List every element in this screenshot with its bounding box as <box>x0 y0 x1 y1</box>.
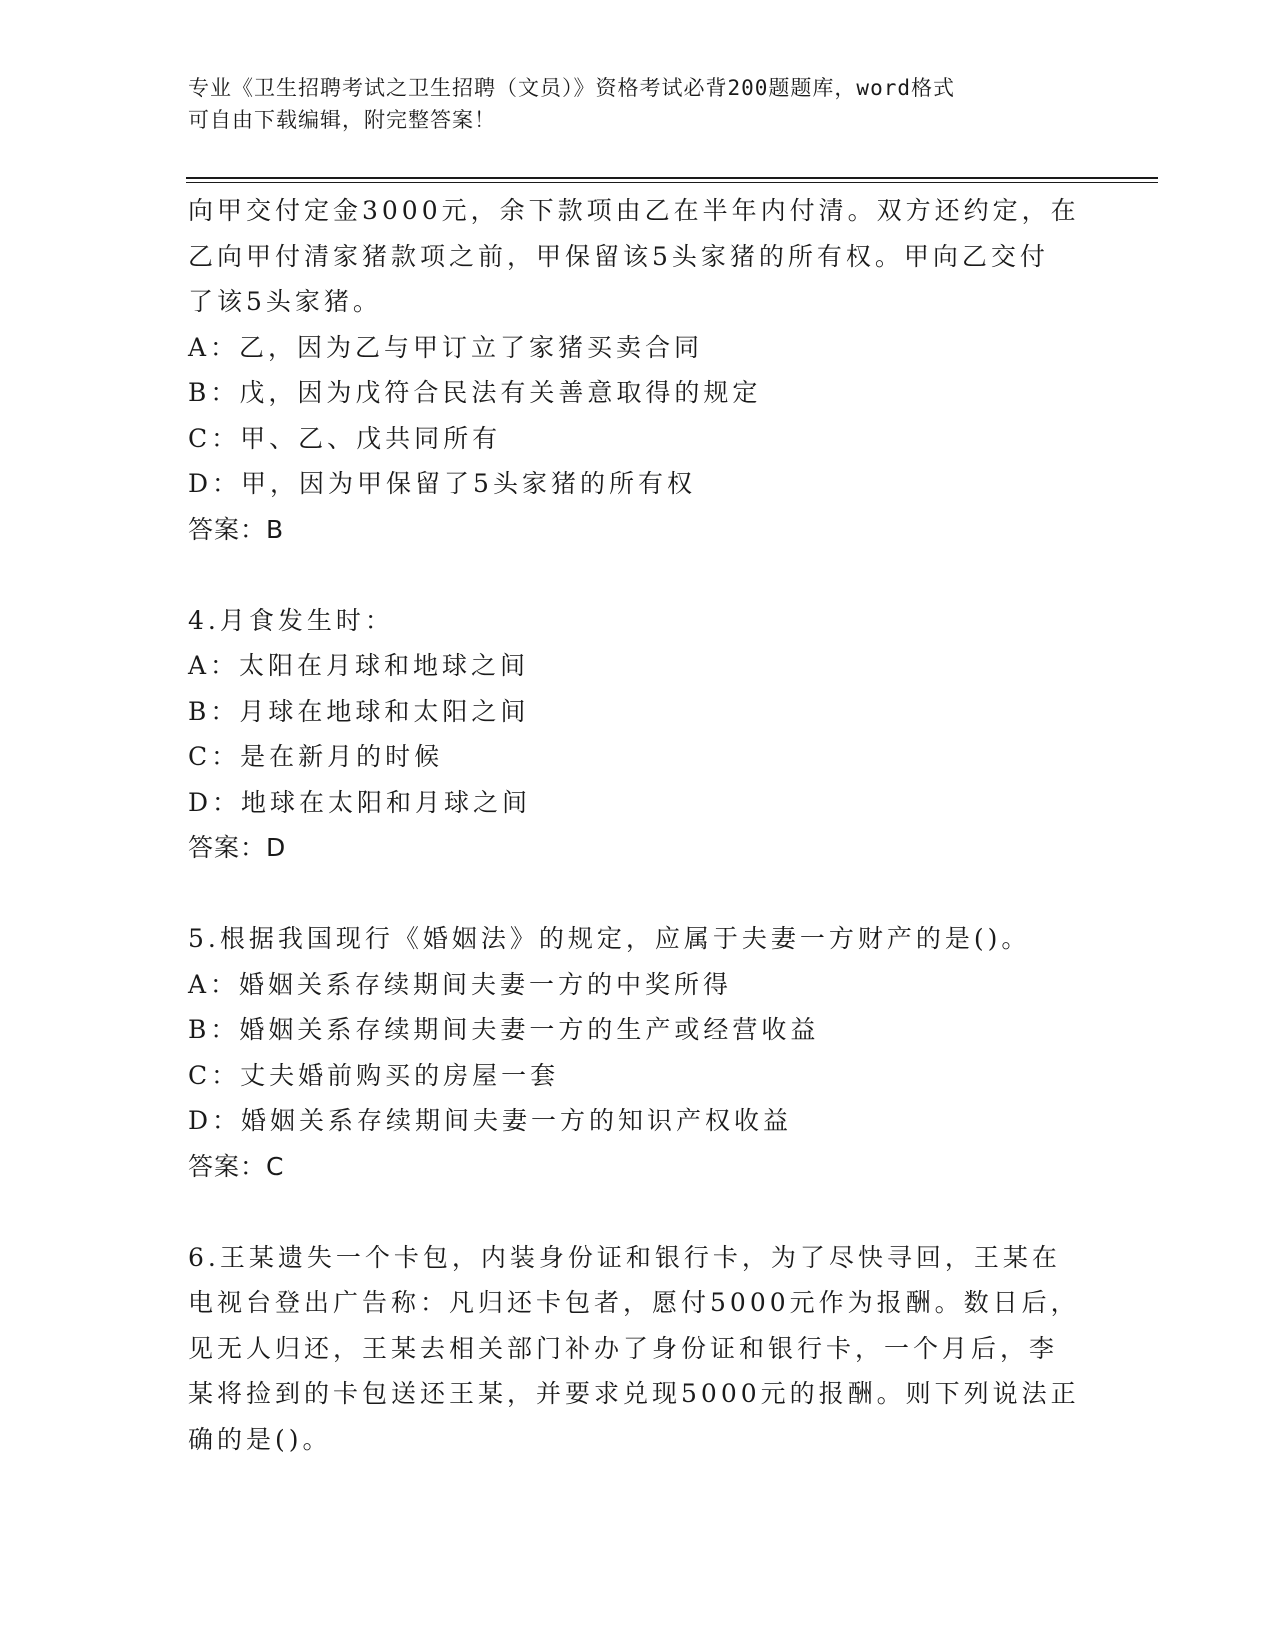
answer-line: 答案：C <box>188 1151 285 1181</box>
question-5 <box>188 916 1088 1189</box>
question-stem: 4.月食发生时： <box>188 605 394 635</box>
question-text-line: 某将捡到的卡包送还王某，并要求兑现5000元的报酬。则下列说法正 <box>188 1379 1080 1408</box>
question-3-continued <box>188 188 1088 552</box>
option-a: A：太阳在月球和地球之间 <box>188 651 530 680</box>
question-text-line: 了该5头家猪。 <box>188 287 382 316</box>
header-line-2: 可自由下载编辑，附完整答案！ <box>188 108 496 132</box>
question-text-line: 确的是()。 <box>188 1424 332 1454</box>
document-body <box>188 188 1088 1462</box>
answer-line: 答案：D <box>188 833 287 862</box>
question-4 <box>188 598 1088 871</box>
option-a: A：乙，因为乙与甲订立了家猪买卖合同 <box>188 332 704 362</box>
header-divider-thick <box>186 177 1158 179</box>
question-text-line: 6.王某遗失一个卡包，内装身份证和银行卡，为了尽快寻回，王某在 <box>188 1242 1061 1272</box>
header-divider-thin <box>186 182 1158 183</box>
option-c: C：甲、乙、戊共同所有 <box>188 423 502 453</box>
option-b: B：戊，因为戊符合民法有关善意取得的规定 <box>188 378 762 407</box>
option-b: B：婚姻关系存续期间夫妻一方的生产或经营收益 <box>188 1015 820 1044</box>
spacer <box>188 1189 1088 1235</box>
spacer <box>188 552 1088 598</box>
answer-line: 答案：B <box>188 514 285 544</box>
question-6 <box>188 1235 1088 1463</box>
spacer <box>188 871 1088 917</box>
option-c: C：丈夫婚前购买的房屋一套 <box>188 1060 560 1090</box>
option-b: B：月球在地球和太阳之间 <box>188 696 530 726</box>
document-header <box>188 72 1068 136</box>
option-d: D：婚姻关系存续期间夫妻一方的知识产权收益 <box>188 1106 793 1135</box>
question-text-line: 电视台登出广告称：凡归还卡包者，愿付5000元作为报酬。数日后， <box>188 1288 1080 1317</box>
option-c: C：是在新月的时候 <box>188 742 444 771</box>
question-text-line: 见无人归还，王某去相关部门补办了身份证和银行卡，一个月后，李 <box>188 1333 1059 1363</box>
option-a: A：婚姻关系存续期间夫妻一方的中奖所得 <box>188 969 733 999</box>
option-d: D：甲，因为甲保留了5头家猪的所有权 <box>188 469 696 498</box>
question-text-line: 向甲交付定金3000元，余下款项由乙在半年内付清。双方还约定，在 <box>188 196 1080 225</box>
question-stem: 5.根据我国现行《婚姻法》的规定，应属于夫妻一方财产的是()。 <box>188 924 1031 953</box>
header-line-1: 专业《卫生招聘考试之卫生招聘（文员）》资格考试必背200题题库，word格式 <box>188 76 955 100</box>
option-d: D：地球在太阳和月球之间 <box>188 787 532 817</box>
question-text-line: 乙向甲付清家猪款项之前，甲保留该5头家猪的所有权。甲向乙交付 <box>188 241 1049 271</box>
